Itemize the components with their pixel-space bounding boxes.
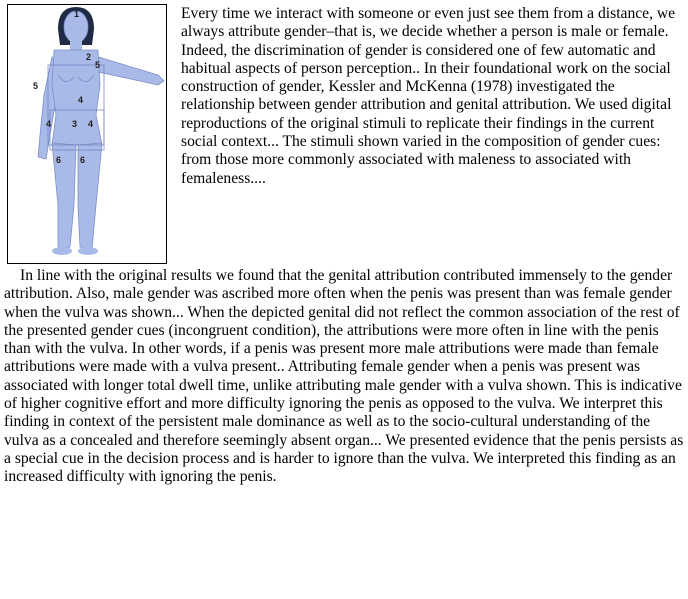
figure-right-foot (78, 247, 98, 255)
body-figure-illustration (7, 4, 167, 264)
zone-label-6-left: 6 (56, 155, 62, 165)
results-paragraph: In line with the original results we found that the genital attribution contributed immensely to the gender attribution. Also, male gender was ascribed more often when the penis was present than was female gender when the vulva was shown... When the depicted genital did not reflect the common association of the rest of the presented gender cues (incongruent condition), the attributions were more often in line with the penis than with the vulva. In other words, if a penis was present more male attributions were made than female attributions were made with a vulva present.. Attributing female gender when a penis was present was associated with longer total dwell time, unlike attributing male gender with a vulva shown. This is indicative of higher cognitive effort and more difficulty ignoring the penis as opposed to the vulva. We interpret this finding in context of the persistent male dominance as well as to the socio-cultural understanding of the vulva as a concealed and therefore seemingly absent organ... We presented evidence that the penis persists as a special cue in the decision process and is harder to ignore than the vulva. We interpreted this finding as an increased difficulty with ignoring the penis. (4, 267, 684, 486)
zone-label-3: 3 (72, 119, 78, 129)
zone-label-4-hip-left: 4 (46, 119, 52, 129)
zone-label-2: 2 (86, 52, 92, 62)
figure-left-foot (52, 247, 72, 255)
zone-label-1: 1 (74, 9, 80, 19)
figure-extended-arm (92, 55, 164, 85)
zone-label-5-arm: 5 (95, 60, 101, 70)
intro-paragraph: Every time we interact with someone or even just see them from a distance, we always attribute gender–that is, we decide whether a person is male or female. Indeed, the discrimination of gender is considered one of few automatic and habitual aspects of person perception.. In their foundational work on the social construction of gender, Kessler and McKenna (1978) investigated the relationship between gender attribution and genital attribution. We used digital reproductions of the original stimuli to replicate their findings in the current social context... The stimuli shown varied in the composition of gender cues: from those more commonly associated with maleness to associated with femaleness.... (181, 5, 676, 187)
zone-label-4-hip-right: 4 (88, 119, 94, 129)
human-figure-diagram (8, 5, 166, 263)
figure-neck (70, 40, 82, 50)
zone-label-6-right: 6 (80, 155, 86, 165)
zone-label-5-side: 5 (33, 81, 39, 91)
zone-label-4-chest: 4 (78, 95, 84, 105)
